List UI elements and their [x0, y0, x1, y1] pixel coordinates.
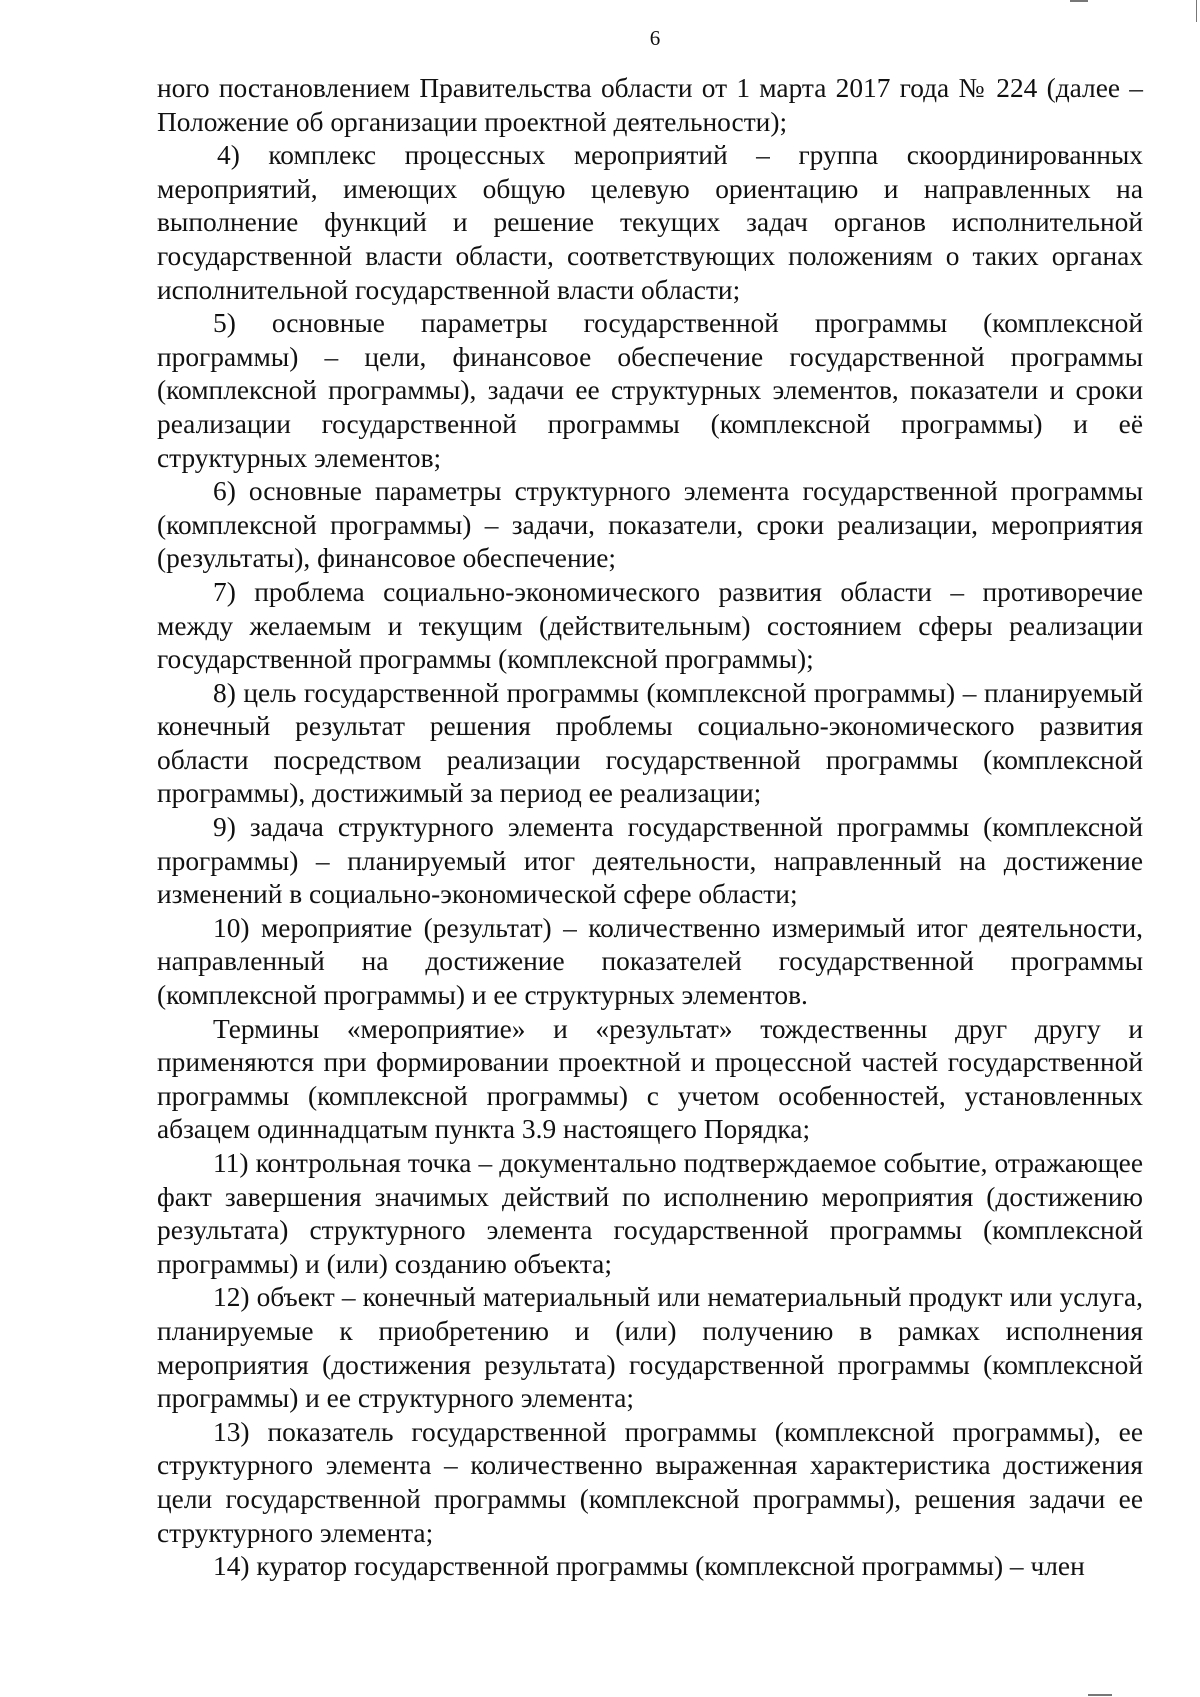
paragraph-terms-note: Термины «мероприятие» и «результат» тождественны друг другу и применяются при формировании проектной и процессной частей государственной программы (комплексной программы) с учетом особенностей, установленных абзацем одиннадцатым пункта 3.9 настоящего Порядка;: [157, 1013, 1143, 1145]
paragraph-item-9: 9) задача структурного элемента государственной программы (комплексной программы) – планируемый итог деятельности, направленный на достижение изменений в социально-экономической сфере области;: [157, 812, 1143, 910]
paragraph-item-13: 13) показатель государственной программы (комплексной программы), ее структурного элемента – количественно выраженная характеристика достижения цели государственной программы (комплексной программы), решения задачи ее структурного элемента;: [157, 1416, 1143, 1548]
paragraph-item-7: 7) проблема социально-экономического развития области – противоречие между желаемым и текущим (действительным) состоянием сферы реализации государственной программы (комплексной программы);: [157, 576, 1143, 675]
paragraph-item-4: 4) комплекс процессных мероприятий – группа скоординированных мероприятий, имеющих общую целевую ориентацию и направленных на выполнение функций и решение текущих задач органов исполнительной государственной власти области, соответствующих положениям о таких органах исполнительной государственной власти области;: [157, 140, 1143, 305]
paragraph-item-6: 6) основные параметры структурного элемента государственной программы (комплексной программы) – задачи, показатели, сроки реализации, мероприятия (результаты), финансовое обеспечение;: [157, 476, 1143, 574]
paragraph-item-8: 8) цель государственной программы (комплексной программы) – планируемый конечный результат решения проблемы социально-экономического развития области посредством реализации государственной программы (комплексной программы), достижимый за период ее реализации;: [157, 677, 1143, 809]
paragraph-item-14: 14) куратор государственной программы (комплексной программы) – член: [213, 1551, 1085, 1582]
page-number: 6: [649, 26, 661, 50]
scan-mark-right: [1196, 0, 1197, 22]
paragraph-item-10: 10) мероприятие (результат) – количественно измеримый итог деятельности, направленный на достижение показателей государственной программы (комплексной программы) и ее структурных элементов.: [157, 912, 1143, 1011]
paragraph-item-12: 12) объект – конечный материальный или нематериальный продукт или услуга, планируемые к приобретению и (или) получению в рамках исполнения мероприятия (достижения результата) государственной программы (комплексной программы) и ее структурного элемента;: [157, 1282, 1143, 1414]
paragraph-item-11: 11) контрольная точка – документально подтверждаемое событие, отражающее факт завершения значимых действий по исполнению мероприятия (достижению результата) структурного элемента государственной программы (комплексной программы) и (или) созданию объекта;: [157, 1148, 1143, 1279]
scan-mark-top: [1070, 0, 1088, 2]
document-body: [157, 72, 1143, 1584]
paragraph-item-5: 5) основные параметры государственной программы (комплексной программы) – цели, финансовое обеспечение государственной программы (комплексной программы), задачи ее структурных элементов, показатели и сроки реализации государственной программы (комплексной программы) и её структурных элементов;: [157, 308, 1143, 473]
scan-mark-bottom: [1088, 1694, 1112, 1696]
paragraph-continuation: ного постановлением Правительства области от 1 марта 2017 года № 224 (далее – Положение об организации проектной деятельности);: [157, 73, 1143, 137]
